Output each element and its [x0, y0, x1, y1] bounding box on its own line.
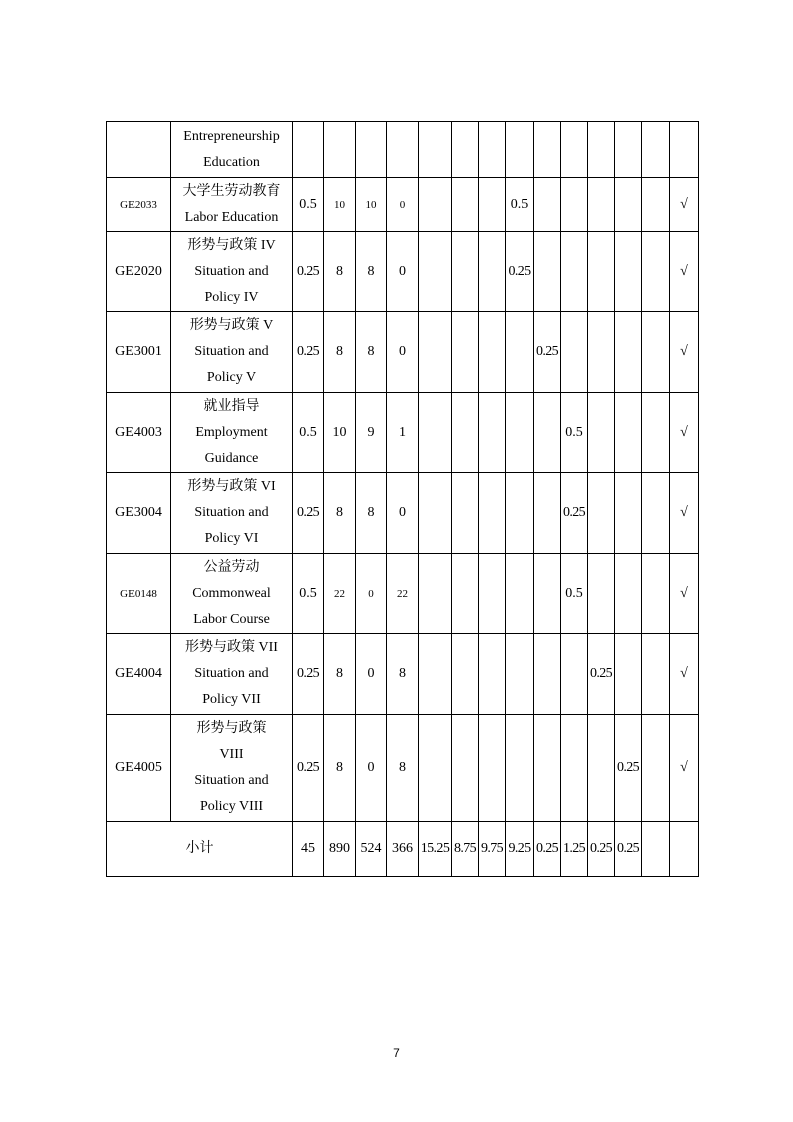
subtotal-theory-hours: 524: [356, 822, 387, 877]
semester-cell: [615, 554, 642, 634]
course-name-line: Situation and: [194, 505, 269, 520]
theory-hours-cell: 0: [356, 634, 387, 715]
theory-hours-cell: 8: [356, 473, 387, 554]
credit-cell: [293, 122, 324, 178]
table-row: [107, 393, 699, 473]
course-name: [171, 715, 293, 822]
semester-cell: [506, 634, 534, 715]
semester-cell: [479, 122, 506, 178]
course-name-line: Guidance: [204, 450, 259, 466]
check-mark: √: [670, 554, 699, 634]
semester-cell: [588, 393, 615, 473]
semester-cell: [419, 178, 452, 232]
check-mark: √: [670, 232, 699, 312]
course-name-line: Policy IV: [204, 289, 259, 305]
course-name-line: Commonweal: [192, 585, 271, 601]
semester-cell: [534, 634, 561, 715]
course-name-line: 大学生劳动教育: [182, 183, 281, 199]
semester-cell: [534, 232, 561, 312]
semester-cell: [615, 473, 642, 554]
extra-cell: [642, 634, 670, 715]
semester-cell: [506, 473, 534, 554]
semester-cell: [479, 232, 506, 312]
subtotal-semester: 9.75: [479, 822, 506, 877]
semester-cell: [615, 232, 642, 312]
course-code: GE0148: [107, 554, 171, 634]
table-row: [107, 312, 699, 393]
course-name-line: VIII: [219, 747, 244, 762]
semester-cell: [452, 554, 479, 634]
semester-cell: [506, 554, 534, 634]
semester-cell: [452, 715, 479, 822]
course-name-line: Labor Course: [193, 611, 270, 627]
extra-cell: [642, 232, 670, 312]
semester-cell: [479, 393, 506, 473]
course-code: GE2033: [107, 178, 171, 232]
course-name: [171, 393, 293, 473]
table-row: [107, 634, 699, 715]
semester-cell: 0.25: [534, 312, 561, 393]
course-name-line: Policy VII: [202, 692, 261, 707]
semester-cell: [419, 393, 452, 473]
practice-hours-cell: 22: [387, 554, 419, 634]
credit-cell: 0.25: [293, 312, 324, 393]
credit-cell: 0.25: [293, 232, 324, 312]
semester-cell: 0.25: [588, 634, 615, 715]
semester-cell: 0.5: [561, 554, 588, 634]
course-name-line: Policy V: [206, 370, 257, 385]
page-number: 7: [393, 1046, 400, 1060]
course-code: GE3004: [107, 473, 171, 554]
extra-cell: [642, 122, 670, 178]
semester-cell: [561, 122, 588, 178]
semester-cell: [588, 473, 615, 554]
course-table: [106, 121, 699, 877]
semester-cell: [615, 178, 642, 232]
semester-cell: [561, 312, 588, 393]
subtotal-practice-hours: 366: [387, 822, 419, 877]
semester-cell: [452, 393, 479, 473]
check-mark: √: [670, 178, 699, 232]
total-hours-cell: 10: [324, 178, 356, 232]
semester-cell: [419, 554, 452, 634]
semester-cell: [588, 312, 615, 393]
course-name: [171, 634, 293, 715]
subtotal-row: [107, 822, 699, 877]
course-name: [171, 473, 293, 554]
subtotal-semester: 1.25: [561, 822, 588, 877]
semester-cell: [452, 312, 479, 393]
course-name: [171, 232, 293, 312]
semester-cell: 0.5: [506, 178, 534, 232]
course-name-line: Situation and: [194, 666, 269, 681]
total-hours-cell: 8: [324, 715, 356, 822]
semester-cell: [615, 122, 642, 178]
practice-hours-cell: 8: [387, 715, 419, 822]
course-code: GE3001: [107, 312, 171, 393]
semester-cell: [561, 715, 588, 822]
subtotal-semester: 0.25: [534, 822, 561, 877]
semester-cell: [419, 312, 452, 393]
credit-cell: 0.5: [293, 554, 324, 634]
subtotal-mark: [670, 822, 699, 877]
extra-cell: [642, 473, 670, 554]
course-code: GE4004: [107, 634, 171, 715]
total-hours-cell: 8: [324, 473, 356, 554]
subtotal-semester: 9.25: [506, 822, 534, 877]
course-code: GE2020: [107, 232, 171, 312]
course-name-line: Situation and: [194, 773, 269, 788]
semester-cell: [588, 715, 615, 822]
semester-cell: [506, 393, 534, 473]
course-name: [171, 554, 293, 634]
check-mark: √: [670, 715, 699, 822]
credit-cell: 0.25: [293, 634, 324, 715]
course-name-line: 形势与政策 VI: [187, 479, 276, 494]
semester-cell: [561, 634, 588, 715]
course-name-line: 形势与政策 V: [189, 318, 274, 333]
table-row: [107, 554, 699, 634]
theory-hours-cell: 0: [356, 715, 387, 822]
practice-hours-cell: 0: [387, 178, 419, 232]
semester-cell: [452, 178, 479, 232]
course-name: [171, 178, 293, 232]
semester-cell: [561, 232, 588, 312]
semester-cell: [479, 715, 506, 822]
semester-cell: [534, 473, 561, 554]
credit-cell: 0.25: [293, 715, 324, 822]
semester-cell: [534, 715, 561, 822]
course-name-line: 形势与政策 IV: [187, 237, 276, 253]
semester-cell: [534, 178, 561, 232]
semester-cell: [615, 312, 642, 393]
semester-cell: [452, 122, 479, 178]
subtotal-total-hours: 890: [324, 822, 356, 877]
course-name-line: 形势与政策: [196, 721, 267, 736]
semester-cell: 0.25: [615, 715, 642, 822]
semester-cell: [506, 312, 534, 393]
practice-hours-cell: 0: [387, 232, 419, 312]
semester-cell: [534, 554, 561, 634]
practice-hours-cell: 0: [387, 312, 419, 393]
semester-cell: [479, 473, 506, 554]
total-hours-cell: 22: [324, 554, 356, 634]
theory-hours-cell: 10: [356, 178, 387, 232]
semester-cell: [506, 715, 534, 822]
semester-cell: [588, 232, 615, 312]
semester-cell: [534, 393, 561, 473]
practice-hours-cell: 1: [387, 393, 419, 473]
subtotal-semester: 0.25: [588, 822, 615, 877]
course-name-line: Entrepreneurship: [183, 128, 280, 144]
check-mark: √: [670, 312, 699, 393]
theory-hours-cell: 9: [356, 393, 387, 473]
table-row: [107, 122, 699, 178]
semester-cell: [479, 634, 506, 715]
course-name-line: Labor Education: [184, 209, 279, 225]
semester-cell: [615, 634, 642, 715]
extra-cell: [642, 393, 670, 473]
course-name: [171, 122, 293, 178]
semester-cell: [479, 312, 506, 393]
theory-hours-cell: 0: [356, 554, 387, 634]
subtotal-semester: 0.25: [615, 822, 642, 877]
subtotal-semester: 8.75: [452, 822, 479, 877]
practice-hours-cell: 0: [387, 473, 419, 554]
check-mark: √: [670, 634, 699, 715]
semester-cell: [615, 393, 642, 473]
total-hours-cell: 8: [324, 232, 356, 312]
subtotal-semester: 15.25: [419, 822, 452, 877]
total-hours-cell: 8: [324, 312, 356, 393]
check-mark: √: [670, 473, 699, 554]
table-row: [107, 473, 699, 554]
semester-cell: [506, 122, 534, 178]
course-name-line: 形势与政策 VII: [185, 640, 278, 655]
subtotal-label: 小计: [107, 822, 293, 877]
course-name-line: Education: [203, 154, 260, 170]
table-row: [107, 232, 699, 312]
practice-hours-cell: [387, 122, 419, 178]
course-name-line: Policy VIII: [199, 799, 264, 814]
extra-cell: [642, 554, 670, 634]
semester-cell: [479, 554, 506, 634]
semester-cell: 0.5: [561, 393, 588, 473]
course-name-line: Policy VI: [204, 531, 259, 546]
semester-cell: [419, 232, 452, 312]
practice-hours-cell: 8: [387, 634, 419, 715]
extra-cell: [642, 178, 670, 232]
semester-cell: [479, 178, 506, 232]
course-code: GE4003: [107, 393, 171, 473]
semester-cell: 0.25: [506, 232, 534, 312]
check-mark: √: [670, 393, 699, 473]
theory-hours-cell: [356, 122, 387, 178]
credit-cell: 0.5: [293, 178, 324, 232]
table-row: [107, 715, 699, 822]
course-name-line: 就业指导: [203, 398, 260, 414]
total-hours-cell: 10: [324, 393, 356, 473]
check-mark: [670, 122, 699, 178]
semester-cell: [452, 232, 479, 312]
semester-cell: [419, 473, 452, 554]
theory-hours-cell: 8: [356, 312, 387, 393]
semester-cell: [452, 634, 479, 715]
semester-cell: [419, 715, 452, 822]
semester-cell: [588, 554, 615, 634]
course-code: GE4005: [107, 715, 171, 822]
subtotal-credit: 45: [293, 822, 324, 877]
theory-hours-cell: 8: [356, 232, 387, 312]
course-name-line: Situation and: [194, 344, 269, 359]
semester-cell: [534, 122, 561, 178]
semester-cell: [561, 178, 588, 232]
semester-cell: [588, 178, 615, 232]
semester-cell: [588, 122, 615, 178]
extra-cell: [642, 312, 670, 393]
course-name-line: Situation and: [194, 263, 269, 279]
extra-cell: [642, 715, 670, 822]
credit-cell: 0.5: [293, 393, 324, 473]
semester-cell: 0.25: [561, 473, 588, 554]
semester-cell: [419, 634, 452, 715]
table-row: [107, 178, 699, 232]
course-name-line: Employment: [195, 424, 268, 440]
semester-cell: [419, 122, 452, 178]
credit-cell: 0.25: [293, 473, 324, 554]
course-name: [171, 312, 293, 393]
semester-cell: [452, 473, 479, 554]
total-hours-cell: [324, 122, 356, 178]
course-name-line: 公益劳动: [203, 559, 260, 575]
subtotal-extra: [642, 822, 670, 877]
course-code: [107, 122, 171, 178]
total-hours-cell: 8: [324, 634, 356, 715]
